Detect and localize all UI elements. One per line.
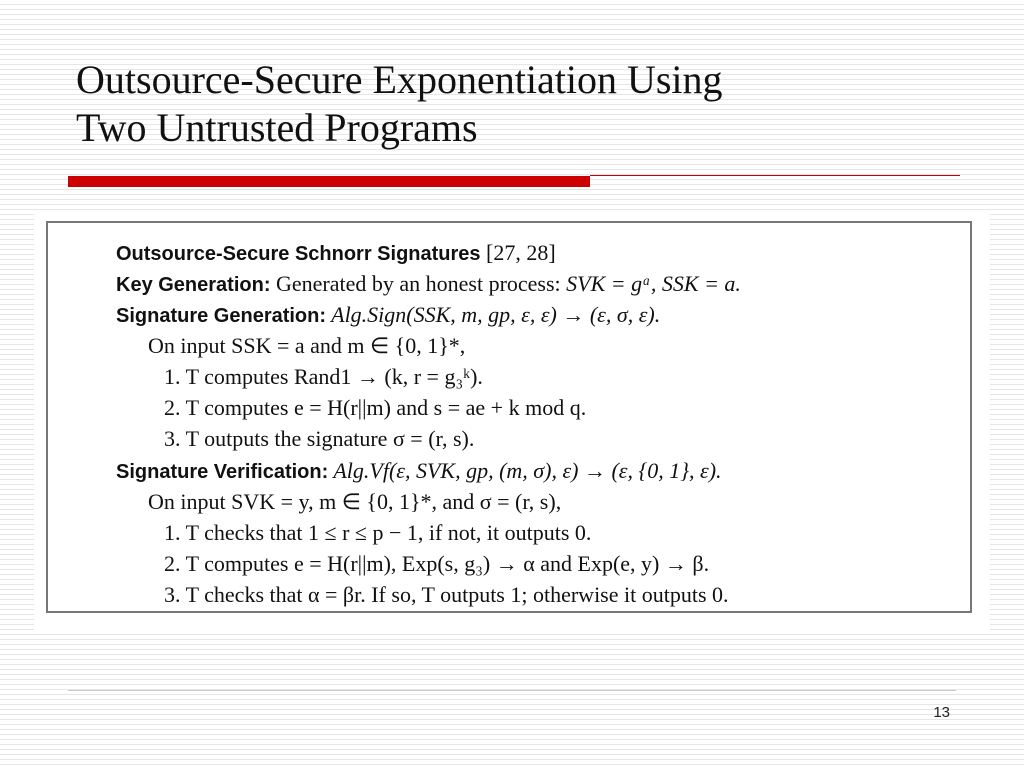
page-number: 13 [933,704,950,721]
algorithm-reference: [27, 28] [480,240,556,265]
algorithm-box [46,221,972,613]
siggen-label: Signature Generation: [116,305,327,327]
sigver-step-2: 2. T computes e = H(r||m), Exp(s, g₃) → α and Exp(e, y) → β. [164,551,710,576]
keygen-text: Generated by an honest process: [270,271,567,296]
siggen-step-1: 1. T computes Rand1 → (k, r = g₃ᵏ). [164,364,483,389]
siggen-step-3: 3. T outputs the signature σ = (r, s). [164,426,475,451]
slide-title-line-1: Outsource-Secure Exponentiation Using [76,57,723,102]
sigver-line [116,457,722,486]
siggen-line [116,301,660,330]
slide-title [76,56,956,152]
footer-divider [68,690,956,691]
siggen-input: On input SSK = a and m ∈ {0, 1}*, [148,333,466,358]
slide-title-line-2: Two Untrusted Programs [76,105,478,150]
sigver-math: Alg.Vf(ε, SVK, gp, (m, σ), ε) → (ε, {0, 1}, ε). [328,458,722,483]
sigver-step-3: 3. T checks that α = βr. If so, T outputs 1; otherwise it outputs 0. [164,582,729,607]
sigver-label: Signature Verification: [116,461,329,483]
sigver-input: On input SVK = y, m ∈ {0, 1}*, and σ = (r, s), [148,489,562,514]
sigver-step-1: 1. T checks that 1 ≤ r ≤ p − 1, if not, it outputs 0. [164,520,592,545]
keygen-math: SVK = gᵃ, SSK = a. [566,271,741,296]
title-underline-thin [590,175,960,176]
title-underline-bar [68,176,590,187]
siggen-step-2: 2. T computes e = H(r||m) and s = ae + k mod q. [164,395,587,420]
siggen-math: Alg.Sign(SSK, m, gp, ε, ε) → (ε, σ, ε). [326,302,661,327]
keygen-label: Key Generation: [116,274,271,296]
keygen-line [116,270,741,299]
algorithm-heading [116,239,556,268]
algorithm-title: Outsource-Secure Schnorr Signatures [116,243,481,265]
